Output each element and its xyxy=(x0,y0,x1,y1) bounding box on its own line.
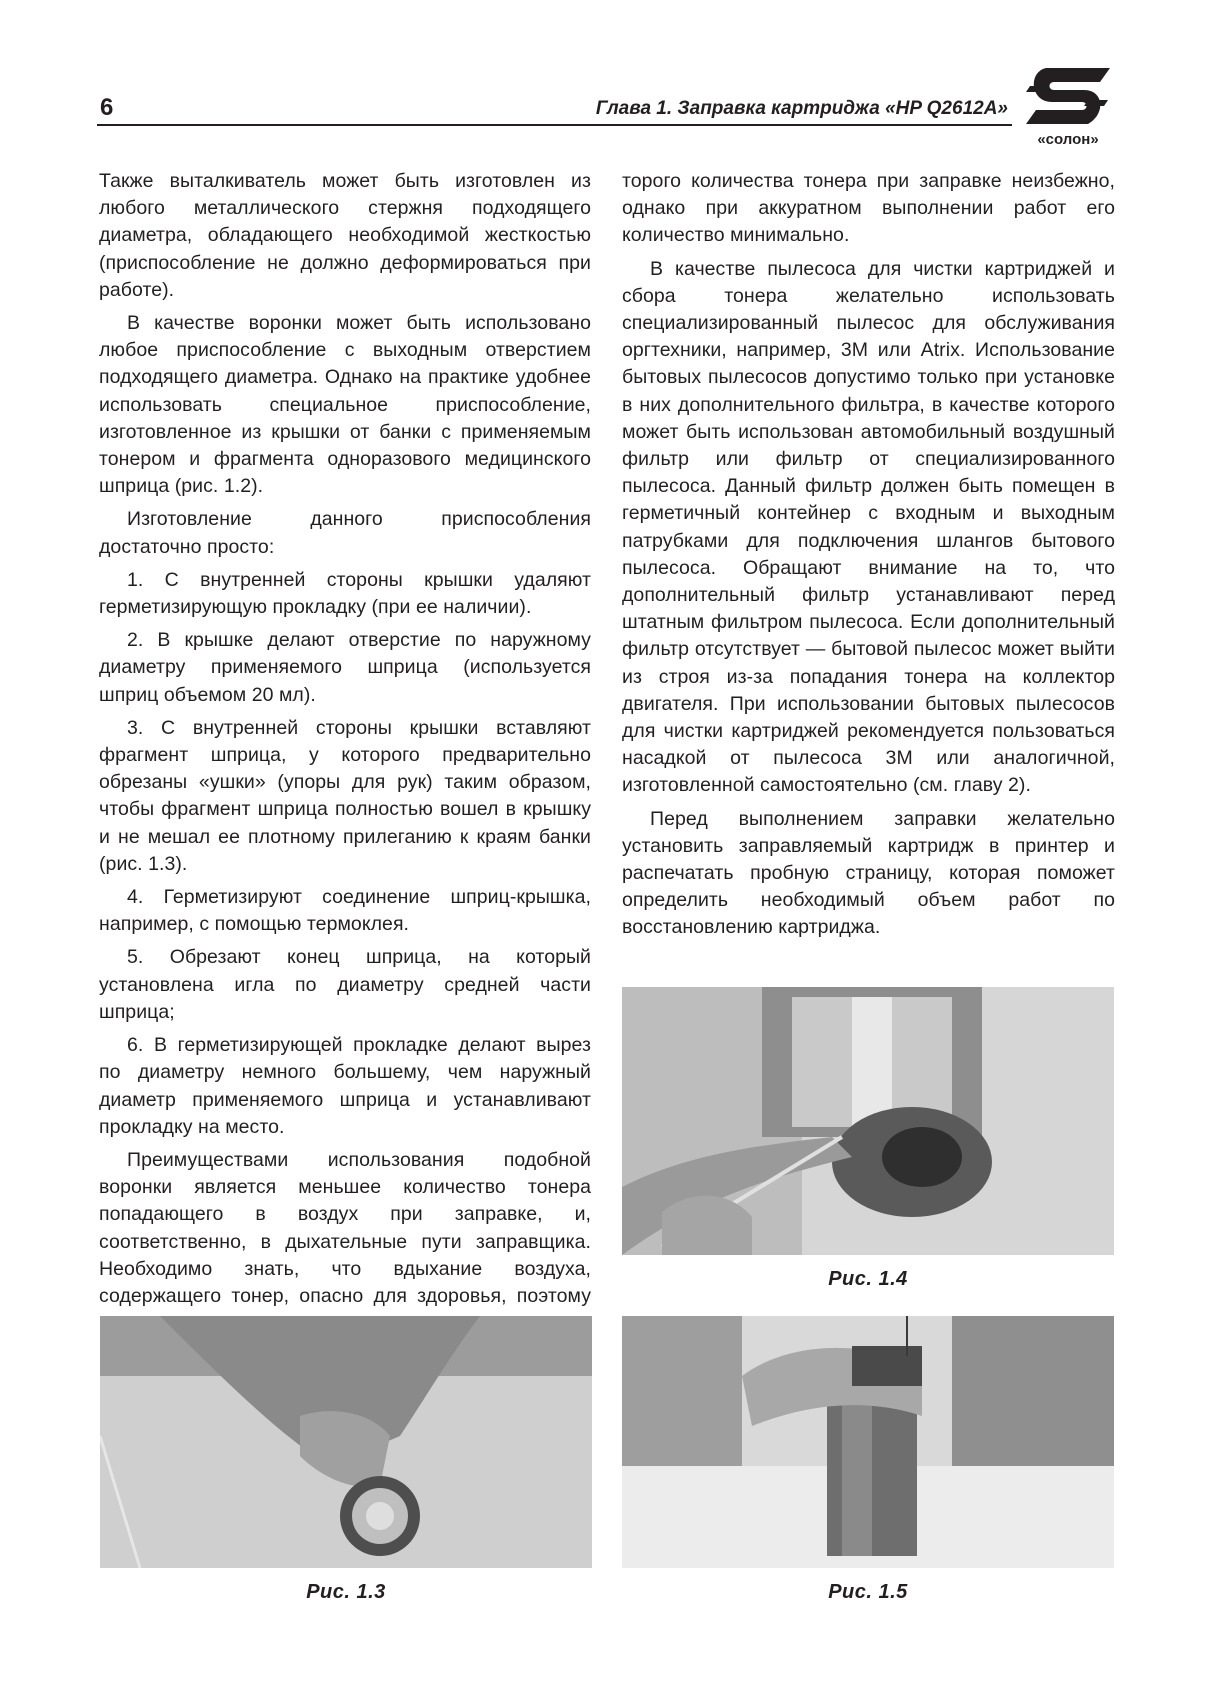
figure-1-5-photo xyxy=(622,1316,1114,1568)
paragraph: торого количества тонера при заправке неизбежно, однако при аккуратном выполнении работ его количество минимально. xyxy=(622,170,1115,247)
paragraph: Также выталкиватель может быть изготовлен из любого металлического стержня подходящего диаметра, обладающего необходимой жесткостью (приспособление не должно деформироваться при работе). xyxy=(99,170,591,301)
header-rule xyxy=(97,124,1012,126)
funnel-photo-icon xyxy=(100,1316,592,1568)
paragraph: Преимуществами использования подобной воронки является меньшее количество тонера попадающего в воздух при заправке, и, соответственно, в дыхательные пути заправщика. Необходимо знать, что вдыхание воздуха, содержащего тонер, опасно для здоровья, поэтому xyxy=(99,1148,591,1307)
figure-1-5-caption: Рис. 1.5 xyxy=(828,1581,908,1603)
figure-1-4-caption: Рис. 1.4 xyxy=(828,1268,908,1290)
figure-1-3-caption: Рис. 1.3 xyxy=(306,1581,386,1603)
page-number: 6 xyxy=(100,94,114,121)
list-item: 5. Обрезают конец шприца, на который установлена игла по диаметру средней части шприца; xyxy=(99,946,591,1023)
list-item: 4. Герметизируют соединение шприц-крышка, например, с помощью термоклея. xyxy=(99,886,591,936)
list-item: 6. В герметизирующей прокладке делают вырез по диаметру немного большему, чем наружный диаметр применяемого шприца и устанавливают прокладку на место. xyxy=(99,1034,591,1138)
paragraph: Изготовление данного приспособления достаточно просто: xyxy=(99,508,591,558)
list-item: 3. С внутренней стороны крышки вставляют фрагмент шприца, у которого предварительно обрезаны «ушки» (упоры для рук) таким образом, чтобы фрагмент шприца полностью вошел в крышку и не мешал ее плотному прилеганию к краям банки (рис. 1.3). xyxy=(99,716,591,875)
publisher-logo xyxy=(1018,64,1118,150)
right-column xyxy=(622,168,1115,948)
list-item: 2. В крышке делают отверстие по наружному диаметру применяемого шприца (используется шприц объемом 20 мл). xyxy=(99,629,591,706)
list-item: 1. С внутренней стороны крышки удаляют герметизирующую прокладку (при ее наличии). xyxy=(99,568,591,619)
upright-cartridge-photo-icon xyxy=(622,1316,1114,1568)
running-head: Глава 1. Заправка картриджа «HP Q2612A» xyxy=(595,98,1008,119)
solon-logo-icon xyxy=(1018,64,1118,150)
paragraph: В качестве воронки может быть использовано любое приспособление с выходным отверстием подходящего диаметра. Однако на практике удобнее использовать специальное приспособление, изготовленное из крышки от банки с применяемым тонером и фрагмента одноразового медицинского шприца (рис. 1.2). xyxy=(99,312,591,498)
paragraph: В качестве пылесоса для чистки картриджей и сбора тонера желательно использовать специализированный пылесос для обслуживания оргтехники, например, 3M или Atrix. Использование бытовых пылесосов допустимо только при установке в них дополнительного фильтра, в качестве которого может быть использован автомобильный воздушный фильтр или фильтр от специализированного пылесоса. Данный фильтр должен быть помещен в герметичный контейнер с входным и выходным патрубками для подключения шлангов бытового пылесоса. Обращают внимание на то, что дополнительный фильтр устанавливают перед штатным фильтром пылесоса. Если дополнительный фильтр отсутствует — бытовой пылесос может выйти из строя из-за попадания тонера на коллектор двигателя. При использовании бытовых пылесосов для чистки картриджей рекомендуется пользоваться насадкой от пылесоса 3M или аналогичной, изготовленной самостоятельно (см. главу 2). xyxy=(622,257,1115,797)
figure-1-3-photo xyxy=(100,1316,592,1568)
figure-1-4-photo xyxy=(622,987,1114,1255)
cartridge-photo-icon xyxy=(622,987,1114,1255)
left-column xyxy=(99,168,591,1371)
svg-text:«солон»: «солон» xyxy=(1037,131,1099,148)
paragraph: Перед выполнением заправки желательно установить заправляемый картридж в принтер и распечатать пробную страницу, которая поможет определить необходимый объем работ по восстановлению картриджа. xyxy=(622,807,1115,939)
